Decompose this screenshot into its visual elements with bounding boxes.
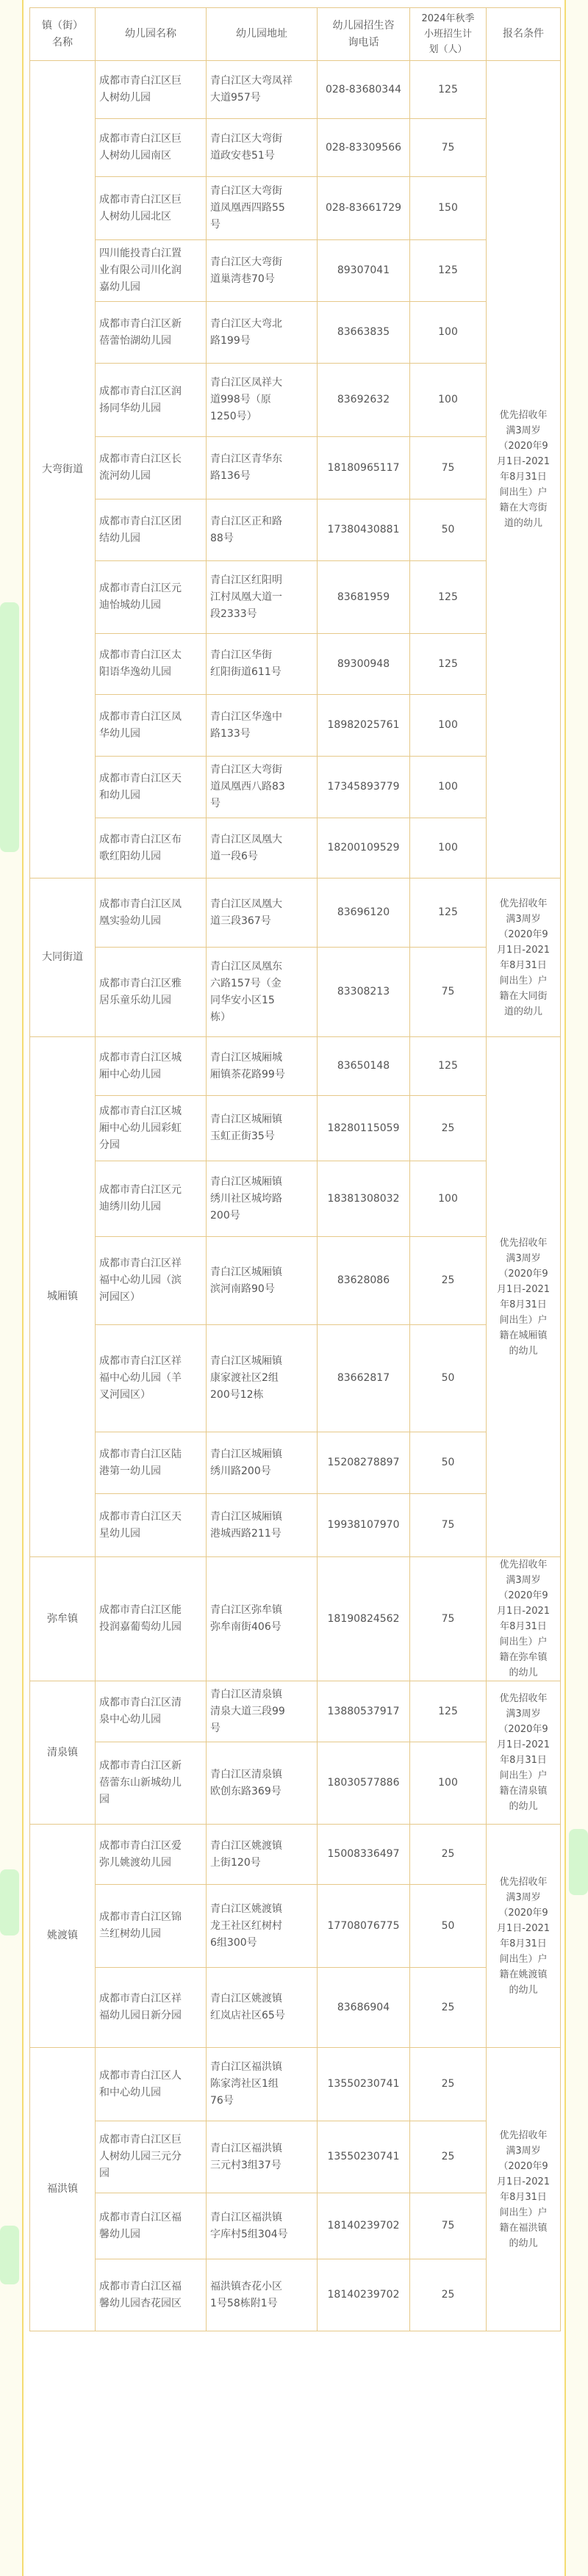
enrollment-condition: 优先招收年 满3周岁 （2020年9 月1日-2021 年8月31日 间出生）户 籍在大同街 道的幼儿	[487, 878, 561, 1037]
kindergarten-address: 福洪镇杏花小区 1号58栋附1号	[207, 2259, 318, 2331]
table-row	[30, 1885, 561, 1968]
table-row	[30, 119, 561, 177]
table-row	[30, 1494, 561, 1557]
content-sheet	[22, 0, 566, 2576]
town-name: 清泉镇	[30, 1681, 96, 1825]
phone-number: 17380430881	[318, 499, 410, 561]
table-row	[30, 1825, 561, 1885]
phone-number: 83696120	[318, 878, 410, 948]
header-town: 镇（街） 名称	[30, 8, 96, 61]
header-condition: 报名条件	[487, 8, 561, 61]
enrollment-plan: 100	[410, 1161, 487, 1237]
table-row	[30, 695, 561, 757]
kindergarten-name: 成都市青白江区凤 华幼儿园	[96, 695, 207, 757]
phone-number: 89300948	[318, 634, 410, 695]
kindergarten-address: 青白江区弥牟镇 弥牟南街406号	[207, 1557, 318, 1681]
kindergarten-address: 青白江区正和路 88号	[207, 499, 318, 561]
enrollment-plan: 100	[410, 1742, 487, 1825]
phone-number: 17345893779	[318, 757, 410, 818]
kindergarten-name: 成都市青白江区能 投润嘉葡萄幼儿园	[96, 1557, 207, 1681]
kindergarten-address: 青白江区姚渡镇 上街120号	[207, 1825, 318, 1885]
kindergarten-address: 青白江区城厢镇 玉虹正街35号	[207, 1096, 318, 1161]
kindergarten-address: 青白江区福洪镇 陈家湾社区1组 76号	[207, 2048, 318, 2121]
table-row	[30, 1237, 561, 1325]
phone-number: 89307041	[318, 240, 410, 302]
phone-number: 19938107970	[318, 1494, 410, 1557]
phone-number: 18982025761	[318, 695, 410, 757]
kindergarten-address: 青白江区凤凰大 道一段6号	[207, 818, 318, 878]
kindergarten-address: 青白江区福洪镇 字库村5组304号	[207, 2193, 318, 2259]
header-phone: 幼儿园招生咨 询电话	[318, 8, 410, 61]
table-row	[30, 1968, 561, 2048]
phone-number: 18190824562	[318, 1557, 410, 1681]
enrollment-plan: 125	[410, 1037, 487, 1096]
table-row	[30, 177, 561, 240]
table-row	[30, 2121, 561, 2193]
enrollment-plan: 25	[410, 1237, 487, 1325]
right-side-decoration	[569, 1829, 588, 1895]
phone-number: 83686904	[318, 1968, 410, 2048]
town-name: 城厢镇	[30, 1037, 96, 1557]
enrollment-plan: 50	[410, 1432, 487, 1494]
kindergarten-name: 成都市青白江区人 和中心幼儿园	[96, 2048, 207, 2121]
kindergarten-address: 青白江区大弯北 路199号	[207, 302, 318, 364]
phone-number: 15208278897	[318, 1432, 410, 1494]
table-row	[30, 1557, 561, 1681]
kindergarten-address: 青白江区姚渡镇 红岚店社区65号	[207, 1968, 318, 2048]
kindergarten-name: 成都市青白江区元 迪绣川幼儿园	[96, 1161, 207, 1237]
kindergarten-name: 成都市青白江区祥 福中心幼儿园（滨 河园区）	[96, 1237, 207, 1325]
header-plan: 2024年秋季 小班招生计 划（人）	[410, 8, 487, 61]
enrollment-condition: 优先招收年 满3周岁 （2020年9 月1日-2021 年8月31日 间出生）户 籍在城厢镇 的幼儿	[487, 1037, 561, 1557]
enrollment-plan: 25	[410, 2048, 487, 2121]
kindergarten-name: 成都市青白江区凤 凰实验幼儿园	[96, 878, 207, 948]
enrollment-plan: 150	[410, 177, 487, 240]
kindergarten-name: 成都市青白江区团 结幼儿园	[96, 499, 207, 561]
enrollment-table	[29, 7, 561, 2331]
kindergarten-address: 青白江区城厢镇 绣川社区城垮路 200号	[207, 1161, 318, 1237]
enrollment-condition: 优先招收年 满3周岁 （2020年9 月1日-2021 年8月31日 间出生）户 籍在福洪镇 的幼儿	[487, 2048, 561, 2331]
table-row	[30, 364, 561, 437]
kindergarten-name: 成都市青白江区城 厢中心幼儿园彩虹 分园	[96, 1096, 207, 1161]
phone-number: 18200109529	[318, 818, 410, 878]
kindergarten-address: 青白江区华逸中 路133号	[207, 695, 318, 757]
table-row	[30, 1742, 561, 1825]
table-row	[30, 1096, 561, 1161]
header-row	[30, 8, 561, 61]
kindergarten-name: 成都市青白江区巨 人树幼儿园	[96, 61, 207, 119]
enrollment-plan: 100	[410, 302, 487, 364]
left-side-decoration	[0, 1869, 19, 1935]
phone-number: 18280115059	[318, 1096, 410, 1161]
table-row	[30, 1681, 561, 1742]
kindergarten-name: 成都市青白江区爱 弥儿姚渡幼儿园	[96, 1825, 207, 1885]
phone-number: 13880537917	[318, 1681, 410, 1742]
enrollment-plan: 100	[410, 818, 487, 878]
kindergarten-name: 成都市青白江区布 歌红阳幼儿园	[96, 818, 207, 878]
phone-number: 83663835	[318, 302, 410, 364]
table-row	[30, 757, 561, 818]
table-row	[30, 818, 561, 878]
kindergarten-name: 成都市青白江区元 迪怡城幼儿园	[96, 561, 207, 634]
phone-number: 18381308032	[318, 1161, 410, 1237]
kindergarten-address: 青白江区城厢镇 滨河南路90号	[207, 1237, 318, 1325]
kindergarten-address: 青白江区大弯街 道政安巷51号	[207, 119, 318, 177]
kindergarten-address: 青白江区大弯街 道凤凰西八路83 号	[207, 757, 318, 818]
table-row	[30, 1161, 561, 1237]
kindergarten-address: 青白江区青华东 路136号	[207, 437, 318, 499]
enrollment-plan: 125	[410, 1681, 487, 1742]
kindergarten-address: 青白江区姚渡镇 龙王社区红树村 6组300号	[207, 1885, 318, 1968]
header-address: 幼儿园地址	[207, 8, 318, 61]
kindergarten-name: 成都市青白江区福 馨幼儿园	[96, 2193, 207, 2259]
kindergarten-name: 成都市青白江区陆 港第一幼儿园	[96, 1432, 207, 1494]
kindergarten-name: 成都市青白江区祥 福幼儿园日新分园	[96, 1968, 207, 2048]
enrollment-plan: 125	[410, 561, 487, 634]
kindergarten-name: 成都市青白江区巨 人树幼儿园南区	[96, 119, 207, 177]
enrollment-plan: 75	[410, 1494, 487, 1557]
table-row	[30, 240, 561, 302]
town-name: 大同街道	[30, 878, 96, 1037]
enrollment-plan: 50	[410, 1885, 487, 1968]
kindergarten-address: 青白江区城厢镇 绣川路200号	[207, 1432, 318, 1494]
kindergarten-address: 青白江区城厢镇 康家渡社区2组 200号12栋	[207, 1325, 318, 1432]
kindergarten-address: 青白江区清泉镇 清泉大道三段99 号	[207, 1681, 318, 1742]
phone-number: 028-83680344	[318, 61, 410, 119]
phone-number: 18140239702	[318, 2193, 410, 2259]
enrollment-plan: 125	[410, 240, 487, 302]
kindergarten-name: 成都市青白江区新 蓓蕾怡湖幼儿园	[96, 302, 207, 364]
kindergarten-name: 成都市青白江区福 馨幼儿园杏花园区	[96, 2259, 207, 2331]
kindergarten-address: 青白江区红阳明 江村凤凰大道一 段2333号	[207, 561, 318, 634]
enrollment-plan: 75	[410, 948, 487, 1037]
enrollment-plan: 25	[410, 1968, 487, 2048]
kindergarten-address: 青白江区城厢城 厢镇茶花路99号	[207, 1037, 318, 1096]
enrollment-plan: 125	[410, 61, 487, 119]
kindergarten-address: 青白江区城厢镇 港城西路211号	[207, 1494, 318, 1557]
enrollment-plan: 75	[410, 119, 487, 177]
kindergarten-name: 成都市青白江区巨 人树幼儿园北区	[96, 177, 207, 240]
enrollment-plan: 125	[410, 878, 487, 948]
town-name: 弥牟镇	[30, 1557, 96, 1681]
enrollment-plan: 25	[410, 2259, 487, 2331]
table-row	[30, 61, 561, 119]
table-row	[30, 2259, 561, 2331]
kindergarten-name: 成都市青白江区巨 人树幼儿园三元分 园	[96, 2121, 207, 2193]
phone-number: 83650148	[318, 1037, 410, 1096]
table-row	[30, 1037, 561, 1096]
phone-number: 83681959	[318, 561, 410, 634]
enrollment-condition: 优先招收年 满3周岁 （2020年9 月1日-2021 年8月31日 间出生）户 籍在大弯街 道的幼儿	[487, 61, 561, 878]
table-row	[30, 499, 561, 561]
kindergarten-name: 成都市青白江区锦 兰红树幼儿园	[96, 1885, 207, 1968]
kindergarten-name: 成都市青白江区城 厢中心幼儿园	[96, 1037, 207, 1096]
enrollment-condition: 优先招收年 满3周岁 （2020年9 月1日-2021 年8月31日 间出生）户 籍在姚渡镇 的幼儿	[487, 1825, 561, 2048]
enrollment-condition: 优先招收年 满3周岁 （2020年9 月1日-2021 年8月31日 间出生）户 籍在清泉镇 的幼儿	[487, 1681, 561, 1825]
enrollment-plan: 75	[410, 1557, 487, 1681]
header-kindergarten-name: 幼儿园名称	[96, 8, 207, 61]
enrollment-plan: 75	[410, 437, 487, 499]
town-name: 大弯街道	[30, 61, 96, 878]
table-row	[30, 561, 561, 634]
enrollment-plan: 50	[410, 1325, 487, 1432]
town-name: 福洪镇	[30, 2048, 96, 2331]
kindergarten-address: 青白江区大弯凤祥 大道957号	[207, 61, 318, 119]
kindergarten-address: 青白江区大弯街 道凤凰西四路55 号	[207, 177, 318, 240]
kindergarten-name: 成都市青白江区祥 福中心幼儿园（羊 叉河园区）	[96, 1325, 207, 1432]
enrollment-plan: 125	[410, 634, 487, 695]
table-row	[30, 878, 561, 948]
enrollment-condition: 优先招收年 满3周岁 （2020年9 月1日-2021 年8月31日 间出生）户 籍在弥牟镇 的幼儿	[487, 1557, 561, 1681]
enrollment-plan: 100	[410, 695, 487, 757]
town-name: 姚渡镇	[30, 1825, 96, 2048]
left-side-decoration	[0, 602, 19, 852]
phone-number: 83308213	[318, 948, 410, 1037]
phone-number: 18180965117	[318, 437, 410, 499]
kindergarten-name: 成都市青白江区润 扬同华幼儿园	[96, 364, 207, 437]
table-row	[30, 302, 561, 364]
enrollment-plan: 100	[410, 364, 487, 437]
table-row	[30, 1432, 561, 1494]
enrollment-plan: 25	[410, 2121, 487, 2193]
enrollment-plan: 75	[410, 2193, 487, 2259]
enrollment-plan: 25	[410, 1825, 487, 1885]
phone-number: 17708076775	[318, 1885, 410, 1968]
kindergarten-name: 成都市青白江区清 泉中心幼儿园	[96, 1681, 207, 1742]
kindergarten-address: 青白江区大弯街 道巢湾巷70号	[207, 240, 318, 302]
kindergarten-address: 青白江区凤凰东 六路157号（金 同华安小区15 栋）	[207, 948, 318, 1037]
kindergarten-name: 四川能投青白江置 业有限公司川化润 嘉幼儿园	[96, 240, 207, 302]
kindergarten-name: 成都市青白江区天 星幼儿园	[96, 1494, 207, 1557]
table-row	[30, 2193, 561, 2259]
phone-number: 83628086	[318, 1237, 410, 1325]
table-row	[30, 1325, 561, 1432]
phone-number: 028-83661729	[318, 177, 410, 240]
phone-number: 15008336497	[318, 1825, 410, 1885]
phone-number: 13550230741	[318, 2121, 410, 2193]
kindergarten-name: 成都市青白江区雅 居乐童乐幼儿园	[96, 948, 207, 1037]
enrollment-plan: 25	[410, 1096, 487, 1161]
phone-number: 18140239702	[318, 2259, 410, 2331]
phone-number: 028-83309566	[318, 119, 410, 177]
kindergarten-address: 青白江区福洪镇 三元村3组37号	[207, 2121, 318, 2193]
kindergarten-address: 青白江区凤凰大 道三段367号	[207, 878, 318, 948]
phone-number: 13550230741	[318, 2048, 410, 2121]
kindergarten-name: 成都市青白江区新 蓓蕾东山新城幼儿 园	[96, 1742, 207, 1825]
phone-number: 83662817	[318, 1325, 410, 1432]
phone-number: 18030577886	[318, 1742, 410, 1825]
kindergarten-name: 成都市青白江区太 阳语华逸幼儿园	[96, 634, 207, 695]
kindergarten-address: 青白江区华街 红阳街道611号	[207, 634, 318, 695]
table-row	[30, 437, 561, 499]
table-row	[30, 634, 561, 695]
left-side-decoration	[0, 2226, 19, 2284]
table-row	[30, 948, 561, 1037]
table-row	[30, 2048, 561, 2121]
kindergarten-address: 青白江区凤祥大 道998号（原 1250号）	[207, 364, 318, 437]
enrollment-plan: 100	[410, 757, 487, 818]
kindergarten-name: 成都市青白江区长 流河幼儿园	[96, 437, 207, 499]
enrollment-plan: 50	[410, 499, 487, 561]
phone-number: 83692632	[318, 364, 410, 437]
kindergarten-address: 青白江区清泉镇 欧创东路369号	[207, 1742, 318, 1825]
kindergarten-name: 成都市青白江区天 和幼儿园	[96, 757, 207, 818]
